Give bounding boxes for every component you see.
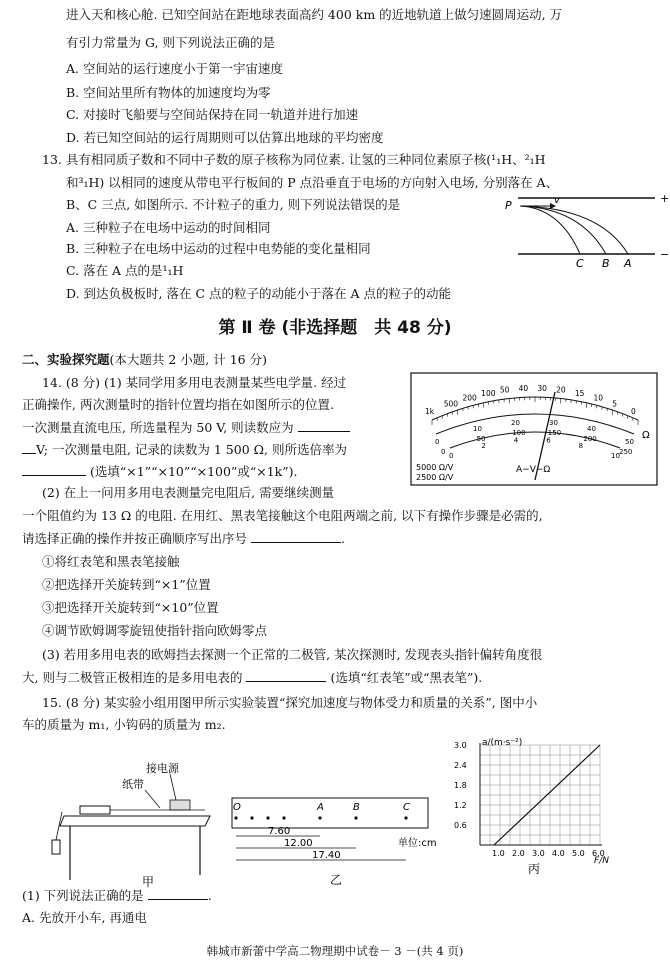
q14-line6: (2) 在上一问用多用电表测量完电阻后, 需要继续测量	[42, 485, 335, 500]
dc-scale-250-label: 200	[583, 435, 597, 444]
tape-point	[404, 816, 407, 819]
part2-heading-note: (本大题共 2 小题, 计 16 分)	[109, 352, 267, 367]
q14-step-3: ③把选择开关旋转到“×10”位置	[42, 600, 219, 615]
graph-y-tick: 3.0	[454, 741, 467, 750]
q15-blank-sub1	[148, 886, 208, 900]
point-p-label: P	[505, 199, 512, 212]
graph-x-tick: 1.0	[492, 849, 505, 858]
ohm-scale-label: 20	[556, 385, 566, 395]
ohm-symbol: Ω	[642, 430, 650, 441]
ohm-scale-label: 10	[593, 393, 604, 403]
q14-line4-text: V; 一次测量电阻, 记录的读数为 1 500 Ω, 则所选倍率为	[36, 442, 347, 457]
graph-y-tick: 1.2	[454, 801, 467, 810]
q14-step-1: ①将红表笔和黑表笔接触	[42, 554, 180, 569]
q14-line8: 请选择正确的操作并按正确顺序写出序号 .	[22, 531, 345, 546]
graph-y-tick: 2.4	[454, 761, 467, 770]
graph-x-tick: 2.0	[512, 849, 525, 858]
ohm-scale-label: 50	[499, 385, 510, 395]
meter-spec-2: 2500 Ω/V	[416, 473, 454, 482]
q14-line4	[22, 440, 347, 458]
meter-center-label: A−V−Ω	[516, 465, 551, 475]
tape-dot	[266, 816, 269, 819]
hook-weight	[52, 840, 60, 854]
fig-yi-tape	[228, 790, 448, 910]
q13-option-a: A. 三种粒子在电场中运动的时间相同	[66, 220, 271, 235]
q14-line5	[22, 462, 298, 480]
q12-option-d: D. 若已知空间站的运行周期则可以估算出地球的平均密度	[66, 130, 384, 145]
q13-stem-line2: 和³₁H) 以相同的速度从带电平行板间的 P 点沿垂直于电场的方向射入电场, 分别落在 A、	[66, 175, 559, 190]
dc-scale-250-label: 150	[547, 428, 562, 437]
part2-heading	[22, 351, 267, 368]
q12-stem-line2: 有引力常量为 G, 则下列说法正确的是	[66, 35, 275, 50]
graph-x-tick-labels	[492, 849, 605, 858]
ac-scale-label: 10	[611, 452, 620, 460]
graph-y-tick: 1.8	[454, 781, 467, 790]
q14-line8-text: 请选择正确的操作并按正确顺序写出序号	[22, 531, 248, 546]
tape-dot	[250, 816, 253, 819]
q15-line1: 15. (8 分) 某实验小组用图甲所示实验装置“探究加速度与物体受力和质量的关系”, 图中小	[42, 695, 538, 710]
dc-scale-250-label: 250	[619, 448, 633, 456]
q14-line9: (3) 若用多用电表的欧姆挡去探测一个正常的二极管, 某次探测时, 发现表头指针偏转角度很	[42, 647, 543, 662]
graph-x-tick: 3.0	[532, 849, 545, 858]
ohm-scale-label: 200	[462, 393, 477, 403]
section2-title: 第 Ⅱ 卷 (非选择题 共 48 分)	[218, 318, 452, 338]
q14-line10-text: 大, 则与二极管正极相连的是多用电表的	[22, 670, 243, 685]
ohm-scale-label: 0	[631, 407, 636, 416]
fig-jia-caption: 甲	[142, 875, 155, 889]
leader-line-1	[145, 790, 160, 808]
dc-scale-label: 30	[549, 418, 558, 427]
point-c-label: C	[576, 257, 584, 270]
q14-blank-order	[251, 529, 341, 543]
q14-line3	[22, 418, 350, 436]
point-a-label: A	[624, 257, 632, 270]
dc-scale-label: 50	[625, 438, 634, 446]
q12-stem-line1: 进入天和核心舱. 已知空间站在距地球表面高约 400 km 的近地轨道上做匀速圆周运动, 万	[66, 7, 563, 22]
dim-label-1: 7.60	[268, 826, 291, 837]
tape-point	[354, 816, 357, 819]
ac-scale-label: 8	[578, 441, 584, 450]
unit-label: 单位:cm	[398, 838, 437, 849]
graph-y-tick: 0.6	[454, 821, 467, 830]
q14-line2: 正确操作, 两次测量时的指针位置均指在如图所示的位置.	[22, 397, 334, 412]
dim-label-3: 17.40	[312, 850, 341, 861]
tape-strip	[232, 798, 428, 828]
ohm-scale-label: 500	[443, 399, 459, 409]
graph-x-tick: 6.0	[592, 849, 605, 858]
graph-x-label: F/N	[594, 856, 609, 866]
q13-option-d: D. 到达负极板时, 落在 C 点的粒子的动能小于落在 A 点的粒子的动能	[66, 286, 451, 301]
cart	[80, 806, 110, 814]
tape-point-label: A	[317, 802, 324, 813]
point-b-label: B	[602, 257, 610, 270]
dc-scale-label: 10	[473, 425, 482, 434]
q14-line7: 一个阻值约为 13 Ω 的电阻. 在用红、黑表笔接触这个电阻两端之前, 以下有操作步骤是必需的,	[22, 508, 543, 523]
dim-label-2: 12.00	[284, 838, 313, 849]
plus-sign: +	[660, 192, 670, 205]
fig-jia-apparatus	[50, 760, 220, 890]
part2-heading-main: 二、实验探究题	[22, 352, 110, 367]
meter-spec-1: 5000 Ω/V	[416, 463, 454, 472]
q15-line2: 车的质量为 m₁, 小钩码的质量为 m₂.	[22, 717, 226, 732]
q12-option-b: B. 空间站里所有物体的加速度均为零	[66, 85, 271, 100]
q14-step-4: ④调节欧姆调零旋钮使指针指向欧姆零点	[42, 623, 268, 638]
tape-point	[318, 816, 321, 819]
table-top	[60, 816, 210, 826]
dc-scale-250-label: 100	[512, 428, 526, 437]
ohm-scale-label: 30	[537, 384, 547, 394]
dc-scale-label: 0	[435, 438, 440, 446]
ohm-scale-label: 40	[518, 384, 529, 394]
graph-y-label: a/(m·s⁻²)	[482, 738, 523, 748]
q13-option-c: C. 落在 A 点的是¹₁H	[66, 263, 184, 278]
ac-scale-label: 6	[546, 436, 551, 445]
dc-scale-label: 20	[511, 418, 520, 427]
label-power: 接电源	[146, 762, 179, 775]
label-paper-tape: 纸带	[122, 778, 144, 791]
dc-scale-250-label: 50	[476, 435, 486, 444]
trajectory-b	[520, 206, 606, 254]
q14-line10	[22, 668, 482, 686]
q14-blank-voltage	[298, 418, 350, 432]
tape-point-label: B	[353, 802, 360, 813]
q14-blank-multiplier	[22, 462, 86, 476]
minus-sign: −	[660, 248, 670, 261]
q12-option-c: C. 对接时飞船要与空间站保持在同一轨道并进行加速	[66, 107, 359, 122]
q14-step-2: ②把选择开关旋转到“×1”位置	[42, 577, 211, 592]
q14-line5-text: (选填“×1”“×10”“×100”或“×1k”).	[90, 464, 298, 479]
graph-x-tick: 4.0	[552, 849, 565, 858]
trajectory-a	[520, 206, 628, 254]
q15-sub1-text: (1) 下列说法正确的是	[22, 888, 144, 903]
q13-option-b: B. 三种粒子在电场中运动的过程中电势能的变化量相同	[66, 241, 371, 256]
multimeter-dial-figure	[410, 372, 660, 487]
ac-scale-label: 0	[449, 452, 454, 460]
tape-point	[234, 816, 237, 819]
fig-yi-caption: 乙	[330, 873, 343, 887]
q13-stem-line3: B、C 三点, 如图所示. 不计粒子的重力, 则下列说法错误的是	[66, 197, 401, 212]
ohm-scale-label: 15	[574, 388, 585, 398]
graph-y-tick-labels	[454, 741, 467, 830]
page-footer: 韩城市新蕾中学高二物理期中试卷－ 3 －(共 4 页)	[206, 944, 464, 958]
ohm-scale-label: 1k	[425, 407, 435, 416]
dc-scale-250-label: 0	[441, 448, 446, 456]
fig-bing-caption: 丙	[528, 862, 541, 875]
tape-point-label: C	[403, 802, 410, 813]
fig-bing-graph	[450, 735, 610, 875]
dc-scale-label: 40	[587, 425, 596, 434]
q15-sub1: (1) 下列说法正确的是 .	[22, 888, 212, 903]
graph-grid	[480, 745, 600, 845]
ac-scale-label: 2	[481, 441, 486, 450]
q14-line1: 14. (8 分) (1) 某同学用多用电表测量某些电学量. 经过	[42, 375, 347, 390]
leader-line-2	[170, 774, 176, 800]
ohm-scale-label: 100	[481, 388, 496, 398]
q14-blank-voltage-cont	[22, 440, 36, 454]
tape-dot	[282, 816, 285, 819]
q14-line3-text: 一次测量直流电压, 所选量程为 50 V, 则读数应为	[22, 420, 294, 435]
q13-parallel-plate-figure	[500, 190, 670, 270]
ohm-scale-label: 5	[612, 399, 618, 409]
q14-line10-tail: (选填“红表笔”或“黑表笔”).	[330, 670, 483, 685]
ac-scale-label: 4	[513, 436, 519, 445]
q13-stem-line1: 13. 具有相同质子数和不同中子数的原子核称为同位素. 让氢的三种同位素原子核(¹₁H、²₁H	[42, 152, 546, 167]
q14-blank-probe	[246, 668, 326, 682]
graph-x-tick: 5.0	[572, 849, 585, 858]
tape-point-label: O	[233, 802, 241, 813]
q12-option-a: A. 空间站的运行速度小于第一宇宙速度	[66, 61, 283, 76]
velocity-label: v	[554, 195, 560, 206]
timer	[170, 800, 190, 810]
q15-sub1-option-a: A. 先放开小车, 再通电	[22, 910, 147, 925]
